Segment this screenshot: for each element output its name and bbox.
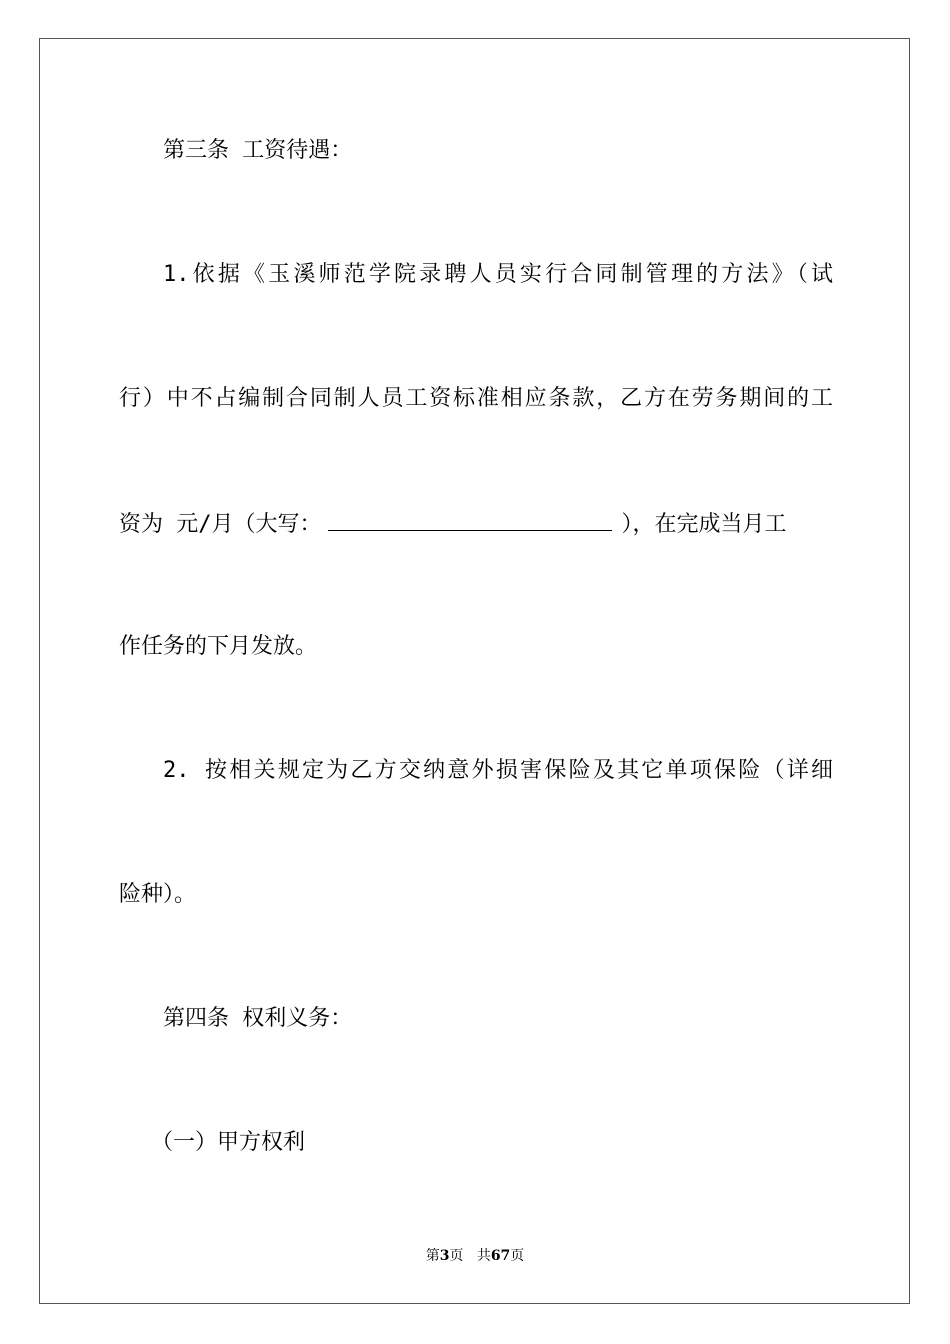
footer-total-prefix: 共 <box>476 1248 491 1264</box>
footer-page-prefix: 第 <box>425 1248 440 1264</box>
article-3-heading: 第三条 工资待遇： <box>163 138 353 163</box>
footer-total-pages: 67 <box>490 1248 511 1264</box>
item-1-line-1: 1.依据《玉溪师范学院录聘人员实行合同制管理的方法》（试 <box>163 262 833 287</box>
page-footer <box>0 1246 950 1266</box>
subsection-1-heading: （一）甲方权利 <box>151 1130 306 1155</box>
article-4-heading: 第四条 权利义务： <box>163 1006 353 1031</box>
item-1-line-3 <box>119 508 833 538</box>
item-2-line-2: 险种）。 <box>119 882 197 907</box>
salary-label: 资为 元/月（大写： <box>119 512 322 537</box>
footer-page-number: 3 <box>439 1248 450 1264</box>
footer-page-suffix: 页 <box>449 1248 464 1264</box>
salary-label-suffix: ），在完成当月工 <box>621 512 787 537</box>
page-border <box>39 38 910 1304</box>
item-1-line-2: 行）中不占编制合同制人员工资标准相应条款，乙方在劳务期间的工 <box>119 386 833 411</box>
footer-total-suffix: 页 <box>510 1248 525 1264</box>
item-1-line-4: 作任务的下月发放。 <box>119 634 318 659</box>
salary-amount-blank <box>328 508 612 531</box>
item-2-line-1: 2. 按相关规定为乙方交纳意外损害保险及其它单项保险（详细 <box>163 758 833 783</box>
